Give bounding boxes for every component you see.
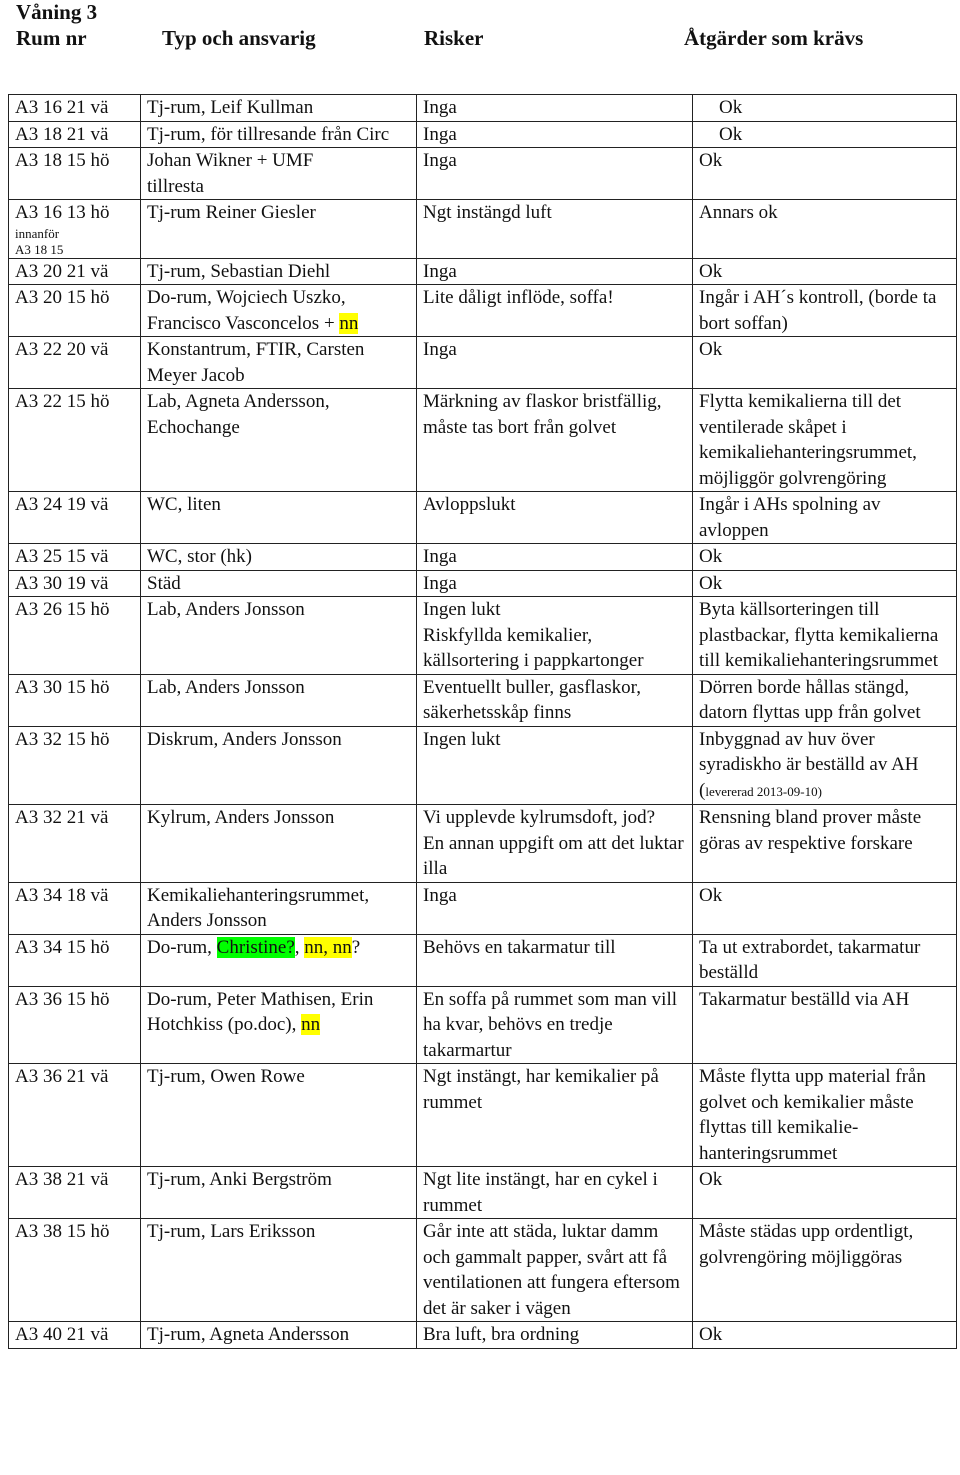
room-cell: A3 32 21 vä	[9, 805, 141, 883]
type-cell: Tj-rum, Leif Kullman	[141, 95, 417, 122]
type-cell	[141, 934, 417, 986]
room-cell: A3 30 19 vä	[9, 570, 141, 597]
risk-cell	[417, 597, 693, 675]
table-row	[9, 492, 957, 544]
highlight-placeholder: nn	[339, 312, 359, 334]
risk-cell: Ngt instängd luft	[417, 200, 693, 259]
table-row	[9, 1219, 957, 1322]
table-row	[9, 389, 957, 492]
column-header-room: Rum nr	[16, 26, 87, 50]
action-cell: Ingår i AH´s kontroll, (borde ta bort soffan)	[693, 285, 957, 337]
table-row	[9, 1064, 957, 1167]
room-cell: A3 22 15 hö	[9, 389, 141, 492]
table-row	[9, 200, 957, 259]
room-cell: A3 24 19 vä	[9, 492, 141, 544]
type-cell: Tj-rum, Anki Bergström	[141, 1167, 417, 1219]
room-cell: A3 18 15 hö	[9, 148, 141, 200]
risk-cell: Eventuellt buller, gasflaskor, säkerhetsskåp finns	[417, 674, 693, 726]
risk-cell: Bra luft, bra ordning	[417, 1322, 693, 1349]
page-heading	[16, 0, 946, 56]
action-cell: Ok	[693, 148, 957, 200]
type-cell: Diskrum, Anders Jonsson	[141, 726, 417, 805]
action-cell: Flytta kemikalierna till det ventilerade skåpet i kemikaliehanteringsrummet, möjliggör golvrengöring	[693, 389, 957, 492]
action-cell: Ok	[693, 544, 957, 571]
action-cell: Rensning bland prover måste göras av respektive forskare	[693, 805, 957, 883]
action-cell: Ok	[693, 337, 957, 389]
risk-cell: Ingen lukt	[417, 726, 693, 805]
table-row	[9, 597, 957, 675]
action-cell	[693, 121, 957, 148]
action-cell: Ok	[693, 570, 957, 597]
type-separator: ,	[294, 936, 305, 958]
risk-cell: Behövs en takarmatur till	[417, 934, 693, 986]
action-cell: Ingår i AHs spolning av avloppen	[693, 492, 957, 544]
action-cell	[693, 95, 957, 122]
risk-cell: Inga	[417, 95, 693, 122]
floor-title: Våning 3	[16, 0, 98, 24]
room-cell: A3 20 15 hö	[9, 285, 141, 337]
action-cell: Ok	[693, 882, 957, 934]
table-row	[9, 570, 957, 597]
room-cell: A3 25 15 vä	[9, 544, 141, 571]
action-cell: Ok	[693, 1167, 957, 1219]
risk-cell: Inga	[417, 882, 693, 934]
column-header-type: Typ och ansvarig	[162, 26, 316, 50]
risk-cell: Avloppslukt	[417, 492, 693, 544]
risk-cell	[417, 805, 693, 883]
table-row	[9, 121, 957, 148]
room-cell: A3 22 20 vä	[9, 337, 141, 389]
table-row	[9, 726, 957, 805]
type-cell: Lab, Anders Jonsson	[141, 597, 417, 675]
table-row	[9, 934, 957, 986]
highlight-placeholder: nn	[301, 1014, 321, 1035]
risk-cell: Inga	[417, 337, 693, 389]
column-headers	[16, 26, 946, 56]
room-cell: A3 30 15 hö	[9, 674, 141, 726]
room-note: innanför A3 18 15	[15, 225, 64, 257]
type-cell: WC, stor (hk)	[141, 544, 417, 571]
table-row	[9, 148, 957, 200]
type-text: Do-rum, Wojciech Uszko, Francisco Vasconcelos +	[147, 287, 346, 334]
room-cell: A3 20 21 vä	[9, 258, 141, 285]
room-table	[8, 94, 957, 1349]
room-cell: A3 18 21 vä	[9, 121, 141, 148]
table-row	[9, 337, 957, 389]
room-cell: A3 26 15 hö	[9, 597, 141, 675]
table-row	[9, 986, 957, 1064]
room-cell: A3 38 21 vä	[9, 1167, 141, 1219]
room-cell: A3 36 15 hö	[9, 986, 141, 1064]
risk-cell: Går inte att städa, luktar damm och gammalt papper, svårt att få ventilationen att fungera eftersom det är saker i vägen	[417, 1219, 693, 1322]
type-cell	[141, 986, 417, 1064]
table-row	[9, 285, 957, 337]
type-cell: Tj-rum, Sebastian Diehl	[141, 258, 417, 285]
action-cell: Dörren borde hållas stängd, datorn flyttas upp från golvet	[693, 674, 957, 726]
type-cell: Kylrum, Anders Jonsson	[141, 805, 417, 883]
type-cell: Konstantrum, FTIR, Carsten Meyer Jacob	[141, 337, 417, 389]
action-cell: Måste flytta upp material från golvet och kemikalier måste flyttas till kemikalie-hanteringsrummet	[693, 1064, 957, 1167]
table-row	[9, 805, 957, 883]
room-cell: A3 36 21 vä	[9, 1064, 141, 1167]
type-text: Do-rum, Peter Mathisen, Erin Hotchkiss (po.doc),	[147, 988, 374, 1035]
type-cell: Kemikaliehanteringsrummet, Anders Jonsson	[141, 882, 417, 934]
risk-cell: En soffa på rummet som man vill ha kvar, behövs en tredje takarmartur	[417, 986, 693, 1064]
column-header-action: Åtgärder som krävs	[684, 26, 864, 50]
risk-cell: Märkning av flaskor bristfällig, måste tas bort från golvet	[417, 389, 693, 492]
risk-cell: Inga	[417, 570, 693, 597]
risk-cell: Ngt instängt, har kemikalier på rummet	[417, 1064, 693, 1167]
table-row	[9, 95, 957, 122]
risk-cell: Inga	[417, 148, 693, 200]
risk-cell: Inga	[417, 258, 693, 285]
room-cell: A3 34 15 hö	[9, 934, 141, 986]
risk-cell: Inga	[417, 121, 693, 148]
action-text: Ok	[719, 97, 743, 118]
action-cell: Ok	[693, 258, 957, 285]
risk-text-extra: En annan uppgift om att det luktar illa	[423, 832, 684, 879]
risk-text: Vi upplevde kylrumsdoft, jod?	[423, 807, 656, 828]
table-row	[9, 882, 957, 934]
highlight-name: Christine?	[216, 936, 295, 958]
risk-text: Ingen lukt	[423, 599, 501, 620]
room-cell: A3 38 15 hö	[9, 1219, 141, 1322]
type-cell: Johan Wikner + UMF tillresta	[141, 148, 417, 200]
type-cell: Tj-rum, Owen Rowe	[141, 1064, 417, 1167]
column-header-risk: Risker	[424, 26, 484, 50]
action-cell: Ok	[693, 1322, 957, 1349]
room-cell	[9, 200, 141, 259]
type-cell: Tj-rum Reiner Giesler	[141, 200, 417, 259]
table-row	[9, 258, 957, 285]
action-cell	[693, 726, 957, 805]
type-cell: Lab, Anders Jonsson	[141, 674, 417, 726]
action-cell: Takarmatur beställd via AH	[693, 986, 957, 1064]
table-row	[9, 674, 957, 726]
type-cell: Städ	[141, 570, 417, 597]
type-cell: Tj-rum, för tillresande från Circ	[141, 121, 417, 148]
action-cell: Byta källsorteringen till plastbackar, flytta kemikalierna till kemikaliehanteringsrummet	[693, 597, 957, 675]
type-cell	[141, 285, 417, 337]
action-text: Ok	[719, 123, 743, 145]
type-suffix: ?	[351, 936, 361, 958]
risk-cell: Inga	[417, 544, 693, 571]
table-row	[9, 1167, 957, 1219]
room-cell: A3 34 18 vä	[9, 882, 141, 934]
delivery-note: levererad 2013-09-10)	[705, 783, 822, 799]
type-cell: Tj-rum, Agneta Andersson	[141, 1322, 417, 1349]
risk-text-extra: Riskfyllda kemikalier, källsortering i pappkartonger	[423, 624, 644, 671]
risk-cell: Ngt lite instängt, har en cykel i rummet	[417, 1167, 693, 1219]
room-number: A3 16 13 hö	[15, 202, 110, 223]
action-cell: Måste städas upp ordentligt, golvrengöring möjliggöras	[693, 1219, 957, 1322]
type-cell: Tj-rum, Lars Eriksson	[141, 1219, 417, 1322]
table-row	[9, 1322, 957, 1349]
action-cell: Annars ok	[693, 200, 957, 259]
highlight-placeholder: nn, nn	[304, 936, 352, 958]
type-cell: WC, liten	[141, 492, 417, 544]
action-text: Inbyggnad av huv över syradiskho är beställd av AH (	[699, 728, 919, 801]
type-text: Do-rum,	[147, 936, 217, 958]
room-cell: A3 16 21 vä	[9, 95, 141, 122]
room-cell: A3 40 21 vä	[9, 1322, 141, 1349]
action-cell: Ta ut extrabordet, takarmatur beställd	[693, 934, 957, 986]
table-row	[9, 544, 957, 571]
room-cell: A3 32 15 hö	[9, 726, 141, 805]
risk-cell: Lite dåligt inflöde, soffa!	[417, 285, 693, 337]
type-cell: Lab, Agneta Andersson, Echochange	[141, 389, 417, 492]
